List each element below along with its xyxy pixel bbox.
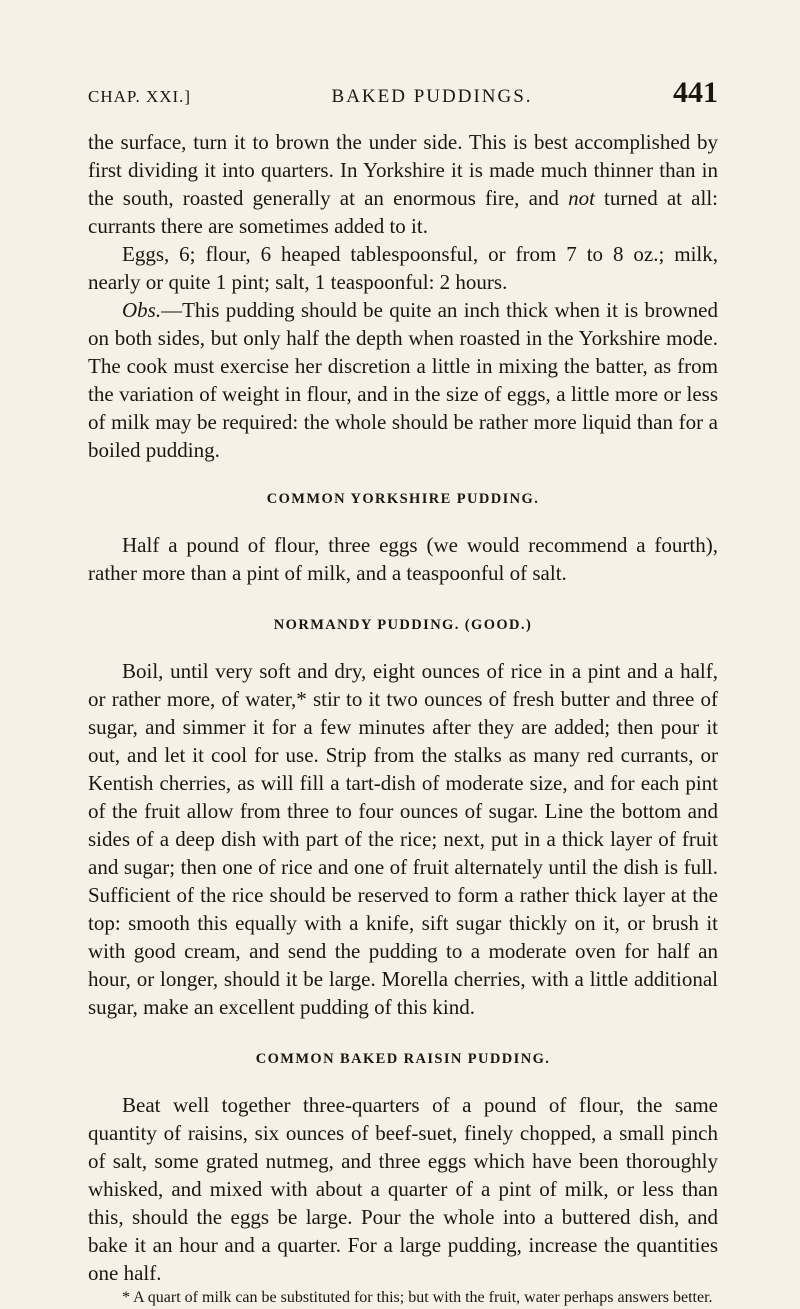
observation-label: Obs. <box>122 298 162 322</box>
recipe-body-raisin: Beat well together three-quarters of a pound of flour, the same quantity of raisins, six ounces of beef-suet, finely chopped, a small pinch of salt, some grated nutmeg, and three eggs which have been thoroughly whisked, and mixed with about a quarter of a pint of milk, or less than this, should the eggs be large. Pour the whole into a buttered dish, and bake it an hour and a quarter. For a large pudding, increase the quantities one half. <box>88 1093 718 1285</box>
intro-paragraph <box>88 128 718 240</box>
page-number: 441 <box>672 76 718 109</box>
recipe-heading-normandy: NORMANDY PUDDING. (GOOD.) <box>273 617 533 633</box>
recipe-heading-yorkshire: COMMON YORKSHIRE PUDDING. <box>266 491 540 507</box>
footnote: * A quart of milk can be substituted for this; but with the fruit, water perhaps answers better. <box>122 1289 713 1306</box>
intro-text-a: the surface, turn it to brown the under side. This is best accomplished by first dividing it into quarters. In Yorkshire it is made much thinner than in the south, roasted generally at an enormous fire, and <box>88 130 718 210</box>
recipe-body-yorkshire: Half a pound of flour, three eggs (we would recommend a fourth), rather more than a pint of milk, and a teaspoonful of salt. <box>88 533 718 585</box>
observation-text: —This pudding should be quite an inch thick when it is browned on both sides, but only half the depth when roasted in the Yorkshire mode. The cook must exercise her discretion a little in mixing the batter, as from the variation of weight in flour, and in the size of eggs, a little more or less of milk may be required: the whole should be rather more liquid than for a boiled pudding. <box>88 298 718 462</box>
intro-emphasis: not <box>568 186 595 210</box>
running-head <box>88 76 718 110</box>
page-body <box>88 128 718 1309</box>
intro-text-b: turned at all: currants there are sometimes added to it. <box>88 186 718 238</box>
ingredients-summary: Eggs, 6; flour, 6 heaped tablespoonsful, or from 7 to 8 oz.; milk, nearly or quite 1 pint; salt, 1 teaspoonful: 2 hours. <box>88 242 718 294</box>
observation-paragraph <box>88 296 718 464</box>
running-title: BAKED PUDDINGS. <box>331 86 533 107</box>
recipe-body-normandy: Boil, until very soft and dry, eight ounces of rice in a pint and a half, or rather more, of water,* stir to it two ounces of fresh butter and three of sugar, and simmer it for a few minutes after they are added; then pour it out, and let it cool for use. Strip from the stalks as many red currants, or Kentish cherries, as will fill a tart-dish of moderate size, and for each pint of the fruit allow from three to four ounces of sugar. Line the bottom and sides of a deep dish with part of the rice; next, put in a thick layer of fruit and sugar; then one of rice and one of fruit alternately until the dish is full. Sufficient of the rice should be reserved to form a rather thick layer at the top: smooth this equally with a knife, sift sugar thickly on it, or brush it with good cream, and send the pudding to a moderate oven for half an hour, or longer, should it be large. Morella cherries, with a little additional sugar, make an excellent pudding of this kind. <box>88 659 718 1019</box>
recipe-heading-raisin: COMMON BAKED RAISIN PUDDING. <box>255 1051 551 1067</box>
chapter-label: CHAP. XXI.] <box>88 87 192 106</box>
